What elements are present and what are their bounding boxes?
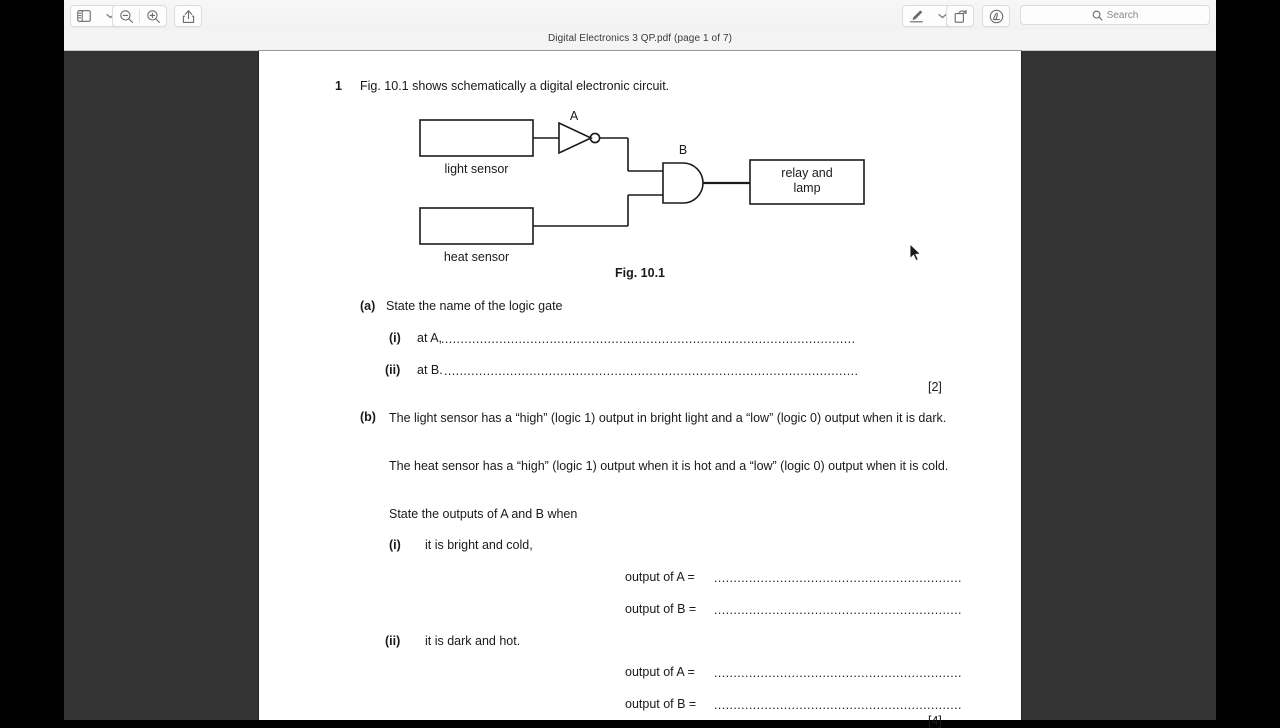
part-a-item-i-answer-line[interactable]: ........................................................................................................... [441,332,856,346]
part-b-i-output-b-label: output of B = [625,602,697,616]
search-icon [1092,10,1103,21]
part-b-ii-output-b-label: output of B = [625,697,697,711]
not-gate-label-a: A [569,109,579,123]
part-a-label: (a) [360,299,376,313]
light-sensor-box [420,120,533,156]
part-b-item-ii-text: it is dark and hot. [425,634,521,648]
signature-circle-icon [989,9,1004,24]
part-b-ii-output-a-label: output of A = [625,665,695,679]
part-b-marks: [4] [928,714,942,728]
rotate-group[interactable] [946,5,974,27]
part-a-item-ii-text: at B. [417,363,443,377]
and-gate-body [663,163,703,203]
heat-sensor-box [420,208,533,244]
zoom-in-icon [146,9,161,24]
document-content [259,51,1021,728]
relay-lamp-label-line2: lamp [793,181,821,195]
and-gate-label-b: B [678,143,688,157]
share-group[interactable] [174,5,202,27]
figure-caption: Fig. 10.1 [614,266,666,280]
annotate-group[interactable] [982,5,1010,27]
part-a-item-i-text: at A, [417,331,443,345]
zoom-out-icon [119,9,134,24]
part-b-i-output-a-line[interactable]: ................................................................ [714,571,962,585]
search-inner [1092,10,1139,21]
relay-lamp-label-line1: relay and [781,166,833,180]
circuit-diagram [259,101,1021,271]
question-stem: Fig. 10.1 shows schematically a digital electronic circuit. [360,79,670,93]
annotate-button[interactable] [983,6,1009,26]
light-sensor-label: light sensor [444,162,509,176]
part-b-ii-output-b-line[interactable]: ................................................................ [714,698,962,712]
part-b-item-i-label: (i) [389,538,401,552]
part-a-item-ii-label: (ii) [385,363,401,377]
zoom-controls-group[interactable] [112,5,167,27]
part-b-ii-output-a-line[interactable]: ................................................................ [714,666,962,680]
pdf-view-area[interactable] [64,51,1216,728]
part-b-i-output-a-label: output of A = [625,570,695,584]
document-title: Digital Electronics 3 QP.pdf (page 1 of 7) [547,33,733,44]
part-a-marks: [2] [928,380,942,394]
part-b-item-ii-label: (ii) [385,634,401,648]
question-number: 1 [335,79,342,93]
zoom-out-button[interactable] [113,6,139,26]
part-b-i-output-b-line[interactable]: ................................................................ [714,603,962,617]
not-gate-triangle [559,123,591,153]
pdf-page [259,51,1021,728]
search-input[interactable] [1020,5,1210,25]
part-b-paragraph-1: The light sensor has a “high” (logic 1) output in bright light and a “low” (logic 0) output when it is dark. [389,411,947,425]
share-icon [182,9,195,24]
part-b-paragraph-2: The heat sensor has a “high” (logic 1) output when it is hot and a “low” (logic 0) output when it is cold. [389,459,949,473]
toolbar [64,0,1216,30]
preview-window [64,0,1216,728]
zoom-in-button[interactable] [140,6,166,26]
part-a-text: State the name of the logic gate [386,299,563,313]
part-b-paragraph-3: State the outputs of A and B when [389,507,578,521]
rotate-icon [953,9,968,24]
part-a-item-ii-answer-line[interactable]: ........................................................................................................... [444,364,859,378]
sidebar-view-button[interactable] [71,6,97,26]
document-titlebar [64,30,1216,51]
heat-sensor-label: heat sensor [443,250,510,264]
part-a-item-i-label: (i) [389,331,401,345]
markup-pen-icon [909,9,924,23]
part-b-label: (b) [360,410,376,424]
sidebar-icon [77,10,91,22]
share-button[interactable] [175,6,201,26]
rotate-button[interactable] [947,6,973,26]
part-b-item-i-text: it is bright and cold, [425,538,533,552]
search-placeholder-text: Search [1106,9,1139,21]
markup-pen-button[interactable] [903,6,929,26]
